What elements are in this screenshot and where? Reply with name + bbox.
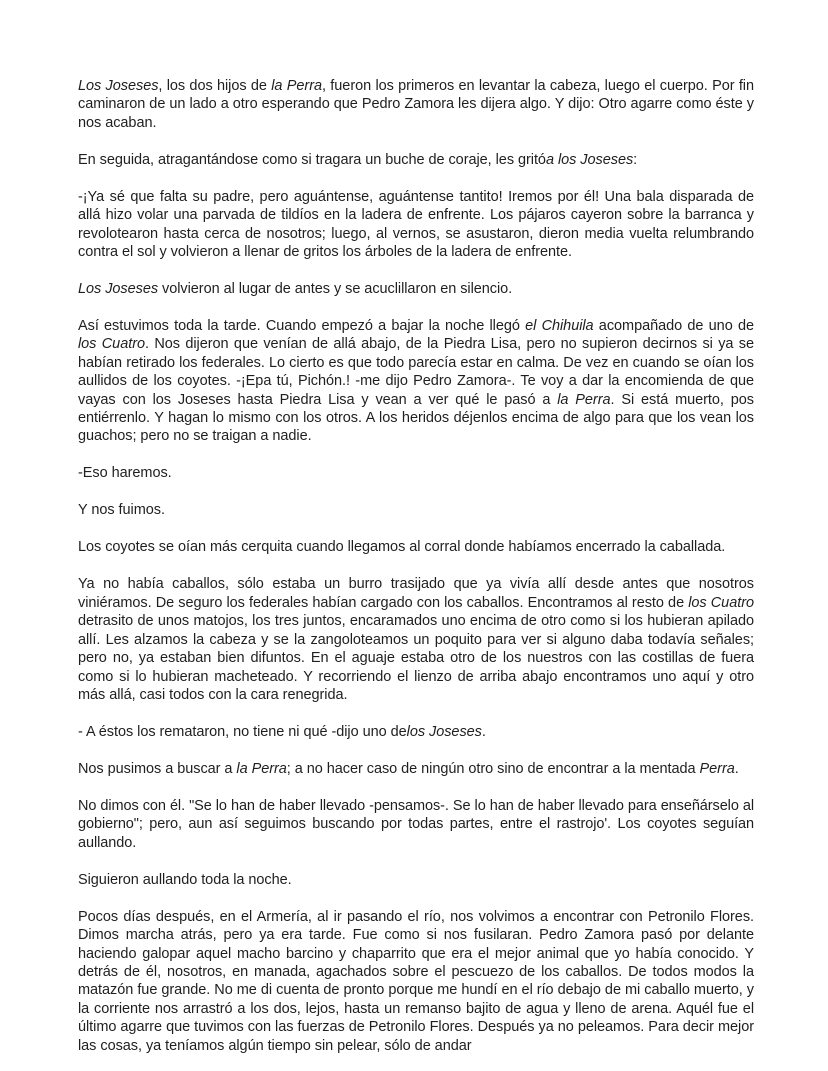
- paragraph-text: , los dos hijos de: [158, 78, 272, 94]
- paragraph-joseses-rise: [78, 77, 754, 132]
- paragraph-coyotes-corral: [78, 538, 754, 556]
- paragraph-text: . Si está muerto, pos entiérrenlo. Y hagan lo mismo con los otros. A los heridos déjenlos encima de algo para que los vean los guachos; pero no se traigan a nadie.: [78, 391, 754, 445]
- italic-text: la Perra: [271, 78, 322, 94]
- paragraph-text: No dimos con él. "Se lo han de haber llevado -pensamos-. Se lo han de haber llevado para enseñárselo al gobierno"; pero, aun así seguimos buscando por todas partes, entre el rastrojo'. Los coyotes seguían aullando.: [78, 797, 754, 851]
- paragraph-text: ; a no hacer caso de ningún otro sino de encontrar a la mentada: [286, 760, 700, 777]
- paragraph-text: .: [481, 723, 486, 740]
- italic-text: los Cuatro: [78, 336, 145, 353]
- italic-text: los Joseses: [406, 723, 482, 740]
- paragraph-bullet-birds: [78, 188, 754, 262]
- paragraph-aullando: [78, 871, 754, 889]
- paragraph-text: Y nos fuimos.: [78, 502, 165, 519]
- paragraph-text: Así estuvimos toda la tarde. Cuando empezó a bajar la noche llegó: [78, 318, 526, 335]
- paragraph-remataron: [78, 723, 754, 741]
- paragraph-text: .: [734, 760, 739, 777]
- paragraph-text: - A éstos los remataron, no tiene ni qué -dijo uno de: [78, 723, 407, 740]
- paragraph-text: Los coyotes se oían más cerquita cuando llegamos al corral donde habíamos encerrado la caballada.: [78, 539, 726, 556]
- paragraph-text: Pocos días después, en el Armería, al ir pasando el río, nos volvimos a encontrar con Petronilo Flores. Dimos marcha atrás, pero ya era tarde. Fue como si nos fusilaran. Pedro Zamora pasó por delante haciendo galopar aquel macho barcino y chaparrito que era el mejor animal que yo había conocido. Y detrás de él, nosotros, en manada, agachados sobre el pescuezo de los caballos. De todos modos la matazón fue grande. No me di cuenta de pronto porque me hundí en el río debajo de mi caballo muerto, y la corriente nos arrastró a los dos, lejos, hasta un remanso bajito de agua y lleno de arena. Aquél fue el último agarre que tuvimos con las fuerzas de Petronilo Flores. Después ya no peleamos. Para decir mejor las cosas, ya teníamos algún tiempo sin pelear, sólo de andar: [78, 908, 754, 1054]
- paragraph-text: Siguieron aullando toda la noche.: [78, 871, 292, 888]
- paragraph-nos-fuimos: [78, 501, 754, 519]
- italic-text: Los Joseses: [78, 281, 159, 298]
- italic-text: la Perra: [557, 391, 611, 408]
- paragraph-evening-orders: [78, 317, 754, 446]
- paragraph-shout: [78, 151, 754, 169]
- paragraph-text: -¡Ya sé que falta su padre, pero aguántense, aguántense tantito! Iremos por él! Una bala disparada de allá hizo volar una parvada de tildíos en la ladera de enfrente. Los pájaros cayeron sobre la barranca y revolotearon hasta cerca de nosotros; luego, al vernos, se asustaron, dieron media vuelta relumbrando contra el sol y volvieron a llenar de gritos los árboles de la ladera de enfrente.: [78, 188, 754, 261]
- paragraph-search-perra: [78, 760, 754, 778]
- paragraph-text: En seguida, atragantándose como si tragara un buche de coraje, les gritó: [78, 151, 546, 168]
- paragraph-text: Nos pusimos a buscar a: [78, 760, 237, 777]
- italic-text: a los Joseses: [545, 151, 634, 168]
- paragraph-text: , fueron los primeros en levantar la cabeza, luego el cuerpo. Por fin caminaron de un lado a otro esperando que Pedro Zamora les dijera algo. Y dijo: Otro agarre como éste y nos acaban.: [78, 78, 754, 131]
- italic-text: Perra: [699, 760, 735, 777]
- italic-text: el Chihuila: [525, 318, 594, 335]
- paragraph-text: Ya no había caballos, sólo estaba un burro trasijado que ya vivía allí desde antes que nosotros viniéramos. De seguro los federales habían cargado con los caballos. Encontramos al resto de: [78, 576, 754, 611]
- paragraph-armeria: [78, 908, 754, 1055]
- italic-text: la Perra: [236, 760, 287, 777]
- paragraph-text: acompañado de uno de: [593, 318, 754, 335]
- paragraph-text: -Eso haremos.: [78, 465, 172, 482]
- paragraph-text: volvieron al lugar de antes y se acuclillaron en silencio.: [158, 281, 513, 298]
- paragraph-joseses-return: [78, 280, 754, 298]
- paragraph-text: detrasito de unos matojos, los tres juntos, encaramados uno encima de otro como si los hubieran apilado allí. Les alzamos la cabeza y se la zangoloteamos un poquito para ver si alguno daba todavía señales; pero no, ya estaban bien difuntos. En el aguaje estaba otro de los nuestros con las costillas de fuera como si lo hubieran macheteado. Y recorriendo el lienzo de arriba abajo encontramos uno aquí y otro más allá, casi todos con la cara renegrida.: [78, 613, 754, 703]
- paragraph-no-dimos: [78, 797, 754, 852]
- paragraph-no-horses: [78, 575, 754, 704]
- italic-text: Los Joseses: [78, 78, 159, 94]
- paragraph-text: :: [633, 151, 638, 168]
- paragraph-eso-haremos: [78, 464, 754, 482]
- paragraph-text: . Nos dijeron que venían de allá abajo, de la Piedra Lisa, pero no supieron decirnos si ya se habían retirado los federales. Lo cierto es que todo parecía estar en calma. De vez en cuando se oían los aullidos de los coyotes. -¡Epa tú, Pichón.! -me dijo Pedro Zamora-. Te voy a dar la encomienda de que vayas con los Joseses hasta Piedra Lisa y vean a ver qué le pasó a: [78, 336, 755, 408]
- italic-text: los Cuatro: [688, 594, 754, 611]
- document-body: [78, 77, 754, 1055]
